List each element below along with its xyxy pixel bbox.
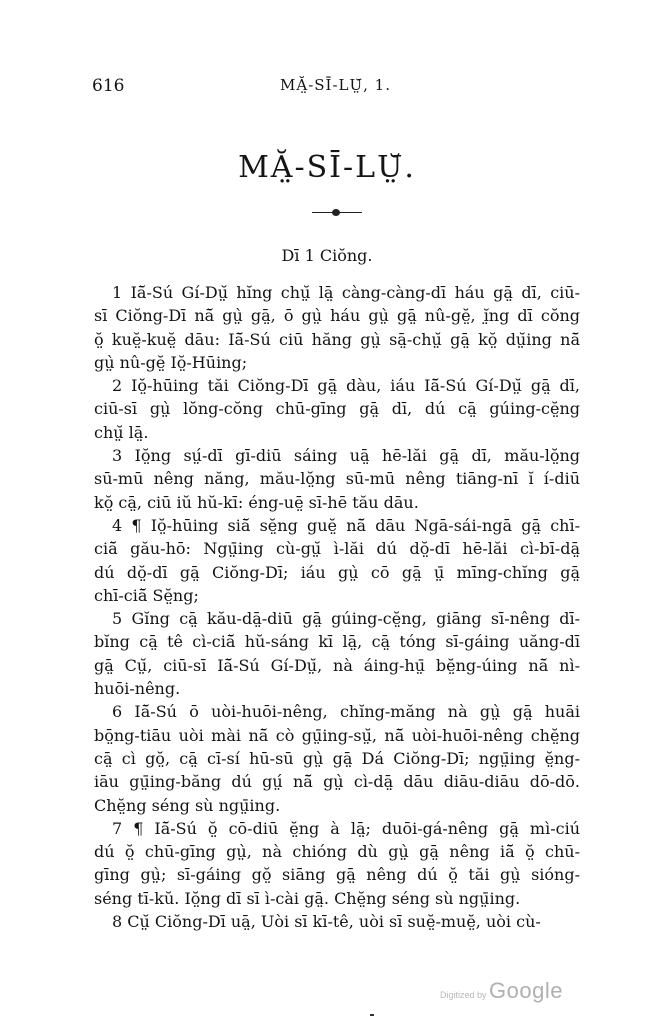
verse-line: 5 Gĭng cā̤ kău-dā̤-diū gā̤ gúing-cĕ̤ng, giāng sī-nêng dī- (112, 609, 580, 629)
verse-line: huōi-nêng. (94, 679, 181, 699)
verse (94, 444, 580, 514)
verse-line: chṳ̆ lā̤. (94, 422, 149, 442)
verse-line: kŏ̤ cā̤, ciū iŭ hŭ-kī: éng-uē̤ sī-hē tău dāu. (94, 492, 419, 512)
running-title: MĂ̤-SĪ-LṲ̆, 1. (280, 76, 391, 94)
verse-line: chī-ciā̆ Sĕ̤ng; (94, 585, 199, 605)
verse-line: dú ŏ̤ chū-gīng gṳ̀, nà chióng dù gṳ̀ gā̤ nêng iā̆ ŏ̤ chū- (94, 842, 580, 862)
verse-line: gīng gṳ̀; sī-gáing gŏ̤ siāng gā̤ nêng dú ŏ̤ tăi gṳ̀ sióng- (94, 865, 580, 885)
verse-line: cā̤ cì gŏ̤, cā̤ cī-sí hū-sū gṳ̀ gā̤ Dá Ciŏng-Dī; ngṳ̄ing ĕ̤ng- (94, 748, 580, 768)
digitized-watermark (440, 978, 563, 1004)
verse-line: dú dŏ̤-dī gā̤ Ciŏng-Dī; iáu gṳ̀ cō gā̤ ṳ̄ mīng-chĭng gā̤ (94, 562, 580, 582)
verse-line: sū-mū nêng năng, mău-lŏ̤ng sū-mū nêng tiāng-nī ĭ í-diū (94, 469, 580, 489)
verse (94, 281, 580, 374)
watermark-prefix: Digitized by (440, 990, 487, 1000)
verse-line: séng tī-kŭ. Iŏ̤ng dī sī ì-cài gā̤. Chĕ̤ng séng sù ngṳ̄ing. (94, 888, 521, 908)
verse-line: 8 Cṳ̆ Ciŏng-Dī uā̤, Uòi sī kī-tê, uòi sī suĕ̤-muĕ̤, uòi cù- (112, 912, 541, 932)
verse-line: sī Ciŏng-Dī nā̆ gṳ̀ gā̤, ō gṳ̀ háu gṳ̀ gā̤ nû-gĕ̤, ĭ̤ng dī cŏng (94, 306, 580, 326)
verse-line: 3 Iŏ̤ng sṳ́-dī gī-diū sáing uā̤ hē-lăi gā̤ dī, mău-lŏ̤ng (112, 446, 580, 466)
verse-line: 1 Iā̆-Sú Gí-Dṳ̆ hĭng chṳ̆ lā̤ càng-càng-dī háu gā̤ dī, ciū- (112, 283, 580, 302)
verse-line: gā̤ Cṳ̆, ciū-sī Iā̆-Sú Gí-Dṳ̆, nà áing-hṳ̄ bĕ̤ng-úing nā̆ nì- (94, 655, 580, 675)
verse-line: bĭng cā̤ tê cì-ciā̆ hŭ-sáng kī lā̤, cā̤ tóng sī-gáing uăng-dī (94, 632, 580, 652)
verse-line: iāu gṳ̄ing-băng dú gṳ́ nā̆ gṳ̀ cì-dā̤ dāu diāu-diāu dō-dō. (94, 772, 580, 792)
chapter-heading: Dī 1 Ciŏng. (281, 246, 373, 265)
verse (94, 607, 580, 700)
verse-line: ciū-sī gṳ̀ lŏng-cŏng chū-gīng gā̤ dī, dú cā̤ gúing-cĕ̤ng (94, 399, 580, 419)
verse-body (94, 281, 580, 933)
verse (94, 514, 580, 607)
verse-line: gṳ̀ nû-gĕ̤ Iŏ̤-Hūing; (94, 352, 248, 372)
verse-line: ŏ̤ kuĕ̤-kuĕ̤ dāu: Iā̆-Sú ciū hăng gṳ̀ sā̤-chṳ̆ gā̤ kŏ̤ dṳ̆ing nā̆ (94, 329, 580, 349)
page-number: 616 (92, 76, 125, 96)
verse-line: Chĕ̤ng séng sù ngṳ̄ing. (94, 795, 281, 815)
verse (94, 817, 580, 910)
verse (94, 910, 580, 933)
google-logo: Google (489, 978, 563, 1003)
verse-line: 6 Iā̆-Sú ō uòi-huōi-nêng, chĭng-măng nà gṳ̀ gā̤ huāi (112, 702, 580, 722)
verse-line: 7 ¶ Iā̆-Sú ŏ̤ cō-diū ĕ̤ng à lā̤; duōi-gá-nêng gā̤ mì-ciú (112, 818, 580, 838)
verse (94, 374, 580, 444)
page-mark (370, 1014, 374, 1016)
ornament-dot (332, 209, 340, 216)
verse (94, 700, 580, 816)
verse-line: bō̤ng-tiāu uòi mài nā̆ cò gṳ̄ing-sṳ̆, nā̆ uòi-huōi-nêng chĕ̤ng (94, 725, 580, 745)
verse-line: 4 ¶ Iŏ̤-hūing siā̆ sĕ̤ng guĕ̤ nā̆ dāu Ngā-sái-ngā gā̤ chī- (112, 515, 580, 535)
book-title: MĂ̤-SĪ-LṲ̆. (238, 150, 416, 185)
verse-line: ciā̆ gău-hō: Ngṳ̄ing cù-gṳ̆ ì-lăi dú dŏ̤-dī hē-lăi cì-bī-dā̤ (94, 539, 580, 559)
verse-line: 2 Iŏ̤-hūing tăi Ciŏng-Dī gā̤ dàu, iáu Iā̆-Sú Gí-Dṳ̆ gā̤ dī, (112, 376, 580, 396)
